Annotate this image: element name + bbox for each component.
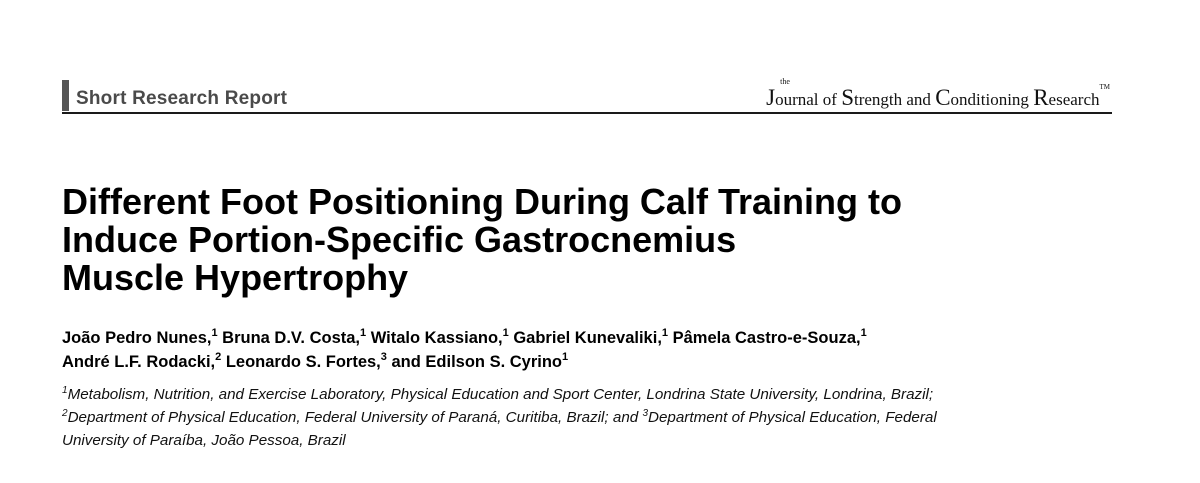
journal-word-3: onditioning	[950, 90, 1034, 109]
author-affiliation-mark: 1	[502, 327, 509, 339]
author-name: Pâmela Castro-e-Souza,	[672, 329, 861, 347]
title-line: Induce Portion-Specific Gastrocnemius	[62, 219, 737, 260]
author-name: Bruna D.V. Costa,	[222, 329, 361, 347]
affiliation-text: Department of Physical Education, Federal	[648, 409, 937, 426]
article-title	[62, 183, 1162, 297]
journal-title	[766, 83, 1110, 110]
affiliation-line-2	[62, 406, 1162, 429]
author-name: André L.F. Rodacki,	[62, 353, 216, 371]
author-list	[62, 326, 1162, 374]
journal-cap-s: S	[841, 85, 854, 110]
author-name: João Pedro Nunes,	[62, 329, 212, 347]
journal-word-1: ournal of	[775, 90, 842, 109]
header-rule	[62, 112, 1112, 114]
affiliation-text: Department of Physical Education, Federal University of Paraná, Curitiba, Brazil; and	[67, 409, 643, 426]
page-header	[62, 78, 1112, 114]
journal-name	[766, 78, 1110, 109]
journal-the: the	[780, 77, 790, 86]
affiliation-text: Metabolism, Nutrition, and Exercise Laboratory, Physical Education and Sport Center, Londrina State University, Londrina, Brazil;	[67, 386, 934, 403]
affiliation-mark: 3	[642, 408, 648, 419]
affiliation-line-3	[62, 429, 1162, 452]
section-marker-bar	[62, 80, 69, 111]
author-affiliation-mark: 3	[380, 351, 387, 363]
affiliation-mark: 1	[62, 385, 68, 396]
author-line-1	[62, 326, 1162, 350]
affiliations	[62, 383, 1162, 452]
affiliation-text: University of Paraíba, João Pessoa, Brazil	[62, 432, 346, 449]
author-affiliation-mark: 2	[215, 351, 222, 363]
author-affiliation-mark: 1	[360, 327, 367, 339]
author-affiliation-mark: 1	[860, 327, 867, 339]
author-affiliation-mark: 1	[562, 351, 569, 363]
author-name: and Edilson S. Cyrino	[391, 353, 563, 371]
title-line: Muscle Hypertrophy	[62, 257, 409, 298]
affiliation-line-1	[62, 383, 1162, 406]
journal-word-4: esearch	[1048, 90, 1100, 109]
author-name: Leonardo S. Fortes,	[225, 353, 381, 371]
author-line-2	[62, 350, 1162, 374]
journal-cap-j: J	[766, 85, 776, 110]
author-name: Witalo Kassiano,	[370, 329, 503, 347]
journal-word-2: trength and	[853, 90, 936, 109]
journal-cap-c: C	[935, 85, 951, 110]
journal-cap-r: R	[1033, 85, 1049, 110]
trademark-mark: TM	[1099, 83, 1110, 91]
author-affiliation-mark: 1	[661, 327, 669, 339]
author-affiliation-mark: 1	[211, 327, 218, 339]
section-label: Short Research Report	[76, 88, 288, 109]
affiliation-mark: 2	[62, 408, 68, 419]
title-line: Different Foot Positioning During Calf Training to	[62, 181, 902, 222]
author-name: Gabriel Kunevaliki,	[513, 329, 662, 347]
